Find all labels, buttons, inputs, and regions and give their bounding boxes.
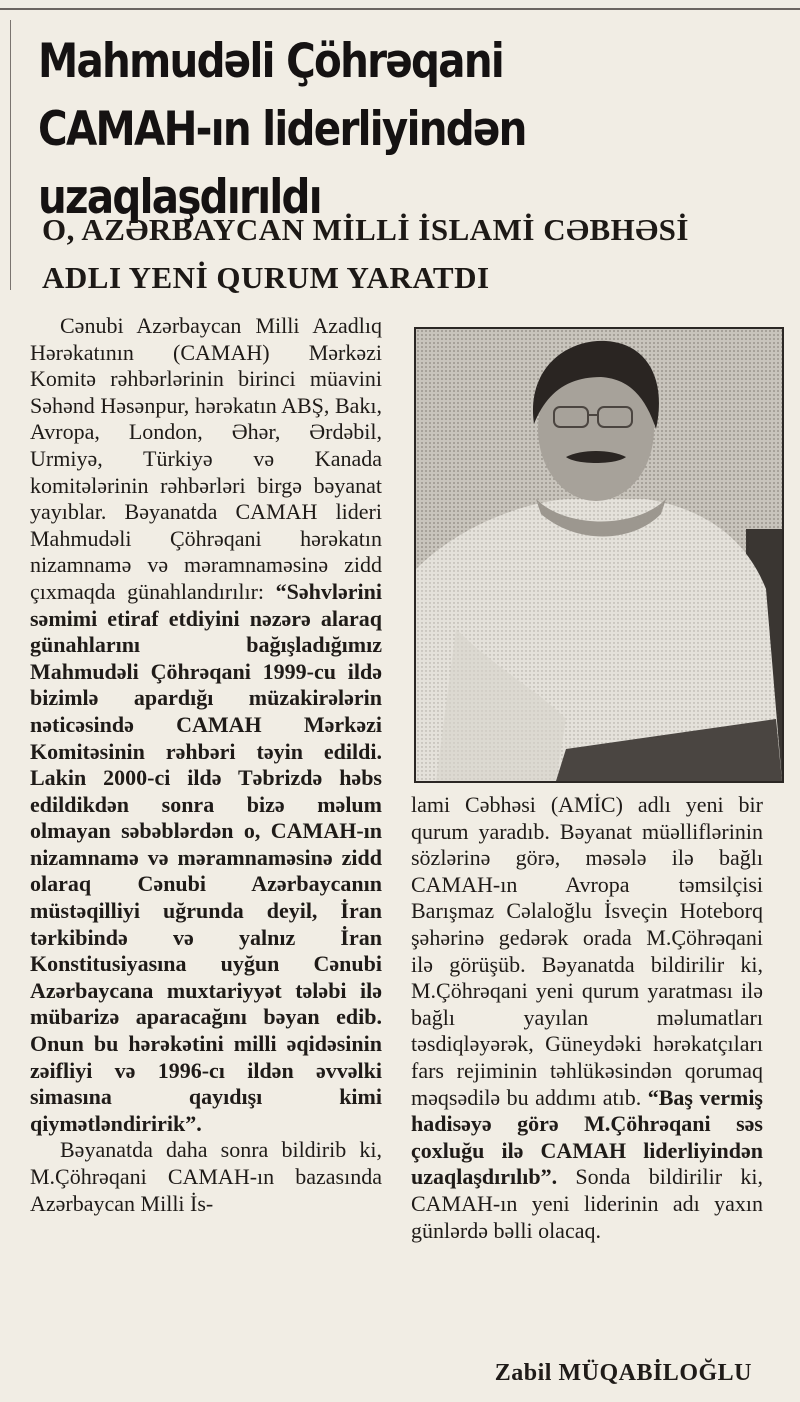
closing-text: Sonda bildirilir ki, CAMAH-ın yeni liderinin adı yaxın günlərdə bəlli olacaq. xyxy=(411,1164,763,1243)
top-rule xyxy=(0,8,800,10)
intro-text: Cənubi Azərbaycan Milli Azadlıq Hərəkatının (CAMAH) Mərkəzi Komitə rəhbərlərinin birinci müavini Səhənd Həsənpur, hərəkatın ABŞ, Bakı, Avropa, London, Əhər, Ərdəbil, Urmiyə, Türkiyə və Kanada komitələrinin rəhbərləri birgə bəyanat yayıblar. Bəyanatda CAMAH lideri Mahmudəli Çöhrəqani hərəkatın nizamnamə və məramnaməsinə zidd çıxmaqda günahlandırılır: xyxy=(30,313,382,604)
statement-quote: “Səhvlərini səmimi etiraf etdiyini nəzərə alaraq günahlarını bağışladığımız Mahmudəli Çöhrəqani 1999-cu ildə bizimlə apardığı müzakirələrin nəticəsində CAMAH Mərkəzi Komitəsinin rəhbəri təyin edildi. Lakin 2000-ci ildə Təbrizdə həbs edildikdən sonra bizə məlum olmayan səbəblərdən o, CAMAH-ın nizamnamə və məramnaməsinə zidd olaraq Cənubi Azərbaycanın müstəqilliyi uğrunda deyil, İran tərkibində və yalnız İran Konstitusiyasına uyğun Cənubi Azərbaycana muxtariyyət tələbi ilə mübarizə aparacağını bəyan edib. Onun bu hərəkətini milli əqidəsinin zəifliyi və 1996-cı ildən əvvəlki simasına qayıdışı kimi qiymətləndiririk”. xyxy=(30,578,382,1136)
headline: Mahmudəli Çöhrəqani CAMAH-ın liderliyindən uzaqlaşdırıldı xyxy=(38,34,526,225)
left-rule xyxy=(10,20,11,290)
article-paragraph: Bəyanatda daha sonra bildirib ki, M.Çöhrəqani CAMAH-ın bazasında Azərbaycan Milli İs- xyxy=(30,1137,382,1216)
portrait-photo xyxy=(414,327,784,783)
article-column-left xyxy=(30,313,382,1217)
subhead: O, AZƏRBAYCAN MİLLİ İSLAMİ CƏBHƏSİ ADLI YENİ QURUM YARATDI xyxy=(42,212,689,295)
author-byline: Zabil MÜQABİLOĞLU xyxy=(494,1360,752,1386)
continued-text: lami Cəbhəsi (AMİC) adlı yeni bir qurum yaradıb. Bəyanat müəlliflərinin sözlərinə görə, məsələ ilə bağlı CAMAH-ın Avropa təmsilçisi Barışmaz Cəlaloğlu İsveçin Hoteborq şəhərinə gedərək orada M.Çöhrəqani ilə görüşüb. Bəyanatda bildirilir ki, M.Çöhrəqani yeni qurum yaratması ilə bağlı yayılan məlumatları təsdiqləyərək, Güneydəki hərəkatçıları fars rejiminin təhlükəsindən qorumaq məqsədilə bu addımı atıb. xyxy=(411,792,763,1110)
decision-quote: “Baş vermiş hadisəyə görə M.Çöhrəqani səs çoxluğu ilə CAMAH liderliyindən uzaqlaşdırılıb”. xyxy=(411,1084,763,1190)
article-column-right xyxy=(411,792,763,1244)
article-paragraph xyxy=(30,313,382,1137)
article-paragraph xyxy=(411,792,763,1244)
